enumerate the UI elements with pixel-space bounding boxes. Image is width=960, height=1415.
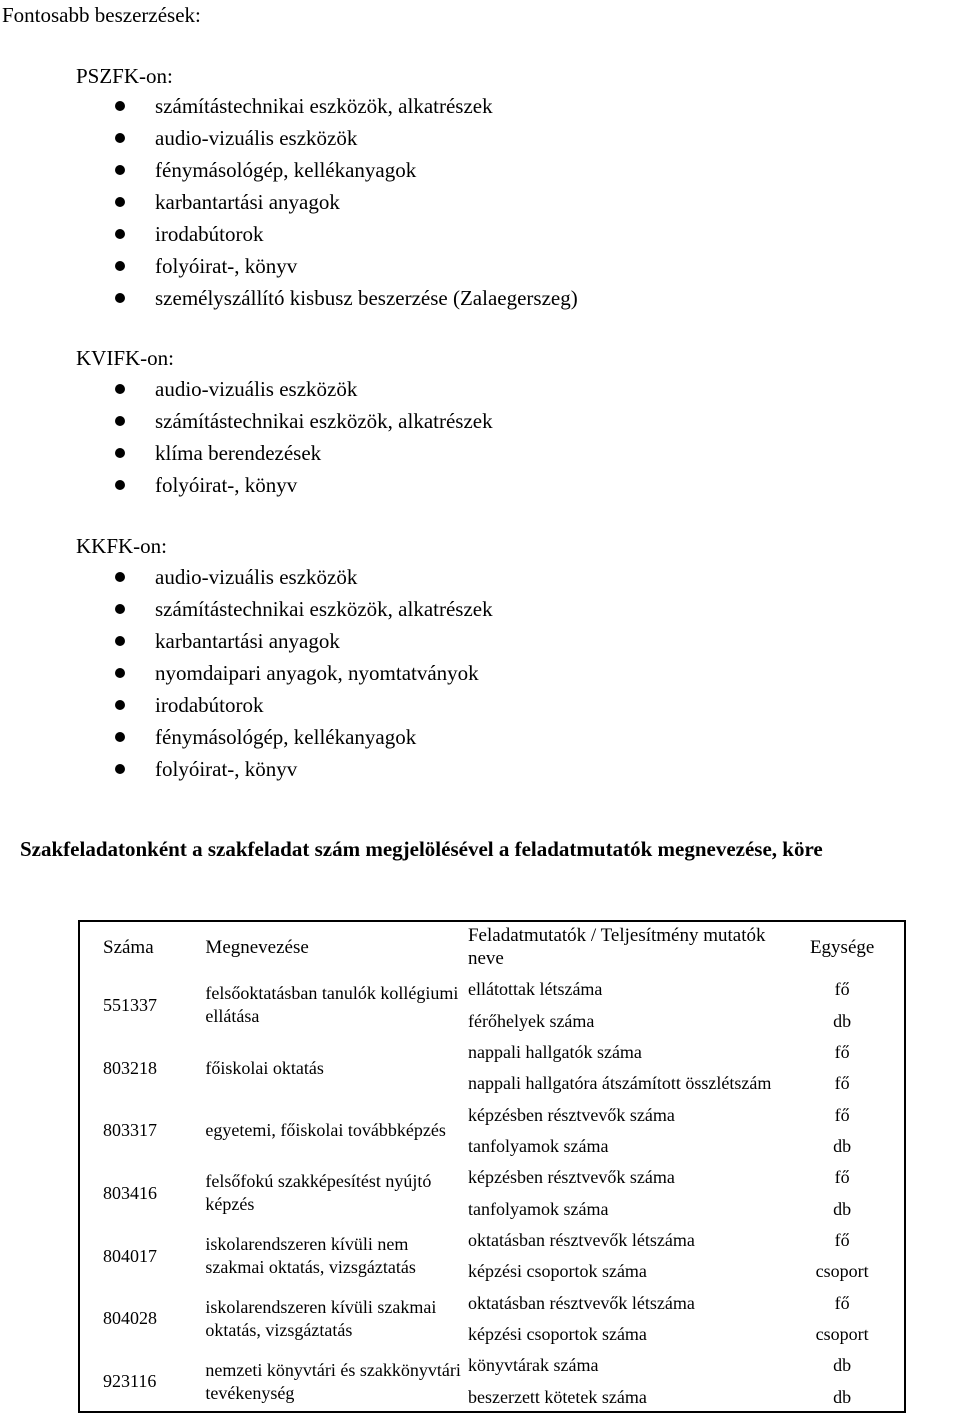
list-item: audio-vizuális eszközök [0, 564, 900, 596]
list-item: irodabútorok [0, 692, 900, 724]
metric-unit: csoport [815, 1261, 869, 1282]
header-number: Száma [103, 936, 154, 958]
table-row [78, 1037, 906, 1068]
task-indicator-table [78, 920, 906, 1413]
metric-label: ellátottak létszáma [467, 979, 603, 1000]
row-number: 804028 [103, 1308, 157, 1329]
table-row [78, 1099, 906, 1130]
metric-label: képzési csoportok száma [467, 1323, 647, 1344]
metric-label: beszerzett kötetek száma [467, 1386, 647, 1407]
metric-label: nappali hallgatók száma [467, 1041, 642, 1062]
row-number: 804017 [103, 1245, 157, 1266]
section-label-pszfk: PSZFK-on: [76, 64, 173, 88]
row-name: felsőoktatásban tanulók kollégiumi ellátása [205, 983, 459, 1027]
row-number: 803416 [103, 1182, 157, 1203]
list-item: audio-vizuális eszközök [0, 125, 900, 157]
row-name: egyetemi, főiskolai továbbképzés [205, 1120, 446, 1141]
row-name: felsőfokú szakképesítést nyújtó képzés [205, 1171, 432, 1215]
section-label-kkfk: KKFK-on: [76, 534, 168, 558]
metric-unit: db [833, 1198, 852, 1219]
metric-unit: fő [834, 1104, 850, 1125]
metric-unit: fő [834, 1041, 850, 1062]
page-title: Fontosabb beszerzések: [2, 3, 201, 27]
row-name: nemzeti könyvtári és szakkönyvtári tevékenység [205, 1359, 461, 1403]
row-number: 803218 [103, 1057, 157, 1078]
table-row [78, 1162, 906, 1193]
header-unit: Egysége [809, 936, 875, 958]
section-heading: Szakfeladatonként a szakfeladat szám megjelölésével a feladatmutatók megnevezése, köre [20, 837, 823, 861]
metric-unit: fő [834, 1073, 850, 1094]
table-header-row [78, 920, 906, 974]
table-row [78, 1350, 906, 1381]
list-item: nyomdaipari anyagok, nyomtatványok [0, 660, 900, 692]
list-item: folyóirat-, könyv [0, 756, 900, 788]
metric-label: férőhelyek száma [467, 1010, 595, 1031]
list-item: számítástechnikai eszközök, alkatrészek [0, 596, 900, 628]
list-item: audio-vizuális eszközök [0, 376, 900, 408]
list-item: irodabútorok [0, 221, 900, 253]
table-row [78, 1225, 906, 1256]
list-item: karbantartási anyagok [0, 189, 900, 221]
bullet-list-kkfk [0, 564, 900, 788]
row-name: iskolarendszeren kívüli nem szakmai oktatás, vizsgáztatás [205, 1234, 416, 1278]
metric-label: könyvtárak száma [467, 1355, 599, 1376]
table-row [78, 1287, 906, 1318]
metric-unit: fő [834, 1292, 850, 1313]
bullet-list-pszfk [0, 93, 900, 317]
metric-unit: db [833, 1135, 852, 1156]
metric-label: oktatásban résztvevők létszáma [467, 1229, 695, 1250]
list-item: karbantartási anyagok [0, 628, 900, 660]
list-item: folyóirat-, könyv [0, 253, 900, 285]
metric-label: tanfolyamok száma [467, 1198, 609, 1219]
metric-unit: db [833, 1355, 852, 1376]
metric-unit: db [833, 1010, 852, 1031]
metric-unit: fő [834, 1167, 850, 1188]
row-name: iskolarendszeren kívüli szakmai oktatás, vizsgáztatás [205, 1296, 437, 1340]
metric-unit: fő [834, 1229, 850, 1250]
metric-unit: db [833, 1386, 852, 1407]
metric-label: nappali hallgatóra átszámított összlétszám [467, 1073, 772, 1094]
list-item: személyszállító kisbusz beszerzése (Zalaegerszeg) [0, 285, 900, 317]
list-item: folyóirat-, könyv [0, 472, 900, 504]
row-number: 803317 [103, 1120, 157, 1141]
header-metric: Feladatmutatók / Teljesítmény mutatók neve [467, 925, 766, 969]
section-label-kvifk: KVIFK-on: [76, 346, 174, 370]
list-item: számítástechnikai eszközök, alkatrészek [0, 93, 900, 125]
list-item: fénymásológép, kellékanyagok [0, 157, 900, 189]
metric-label: tanfolyamok száma [467, 1135, 609, 1156]
list-item: klíma berendezések [0, 440, 900, 472]
metric-unit: fő [834, 979, 850, 1000]
row-name: főiskolai oktatás [205, 1057, 324, 1078]
metric-label: képzési csoportok száma [467, 1261, 647, 1282]
list-item: fénymásológép, kellékanyagok [0, 724, 900, 756]
metric-label: képzésben résztvevők száma [467, 1167, 675, 1188]
metric-label: oktatásban résztvevők létszáma [467, 1292, 695, 1313]
header-name: Megnevezése [205, 936, 309, 958]
row-number: 551337 [103, 994, 157, 1015]
metric-label: képzésben résztvevők száma [467, 1104, 675, 1125]
metric-unit: csoport [815, 1323, 869, 1344]
list-item: számítástechnikai eszközök, alkatrészek [0, 408, 900, 440]
table-row [78, 974, 906, 1005]
row-number: 923116 [103, 1371, 157, 1392]
bullet-list-kvifk [0, 376, 900, 504]
